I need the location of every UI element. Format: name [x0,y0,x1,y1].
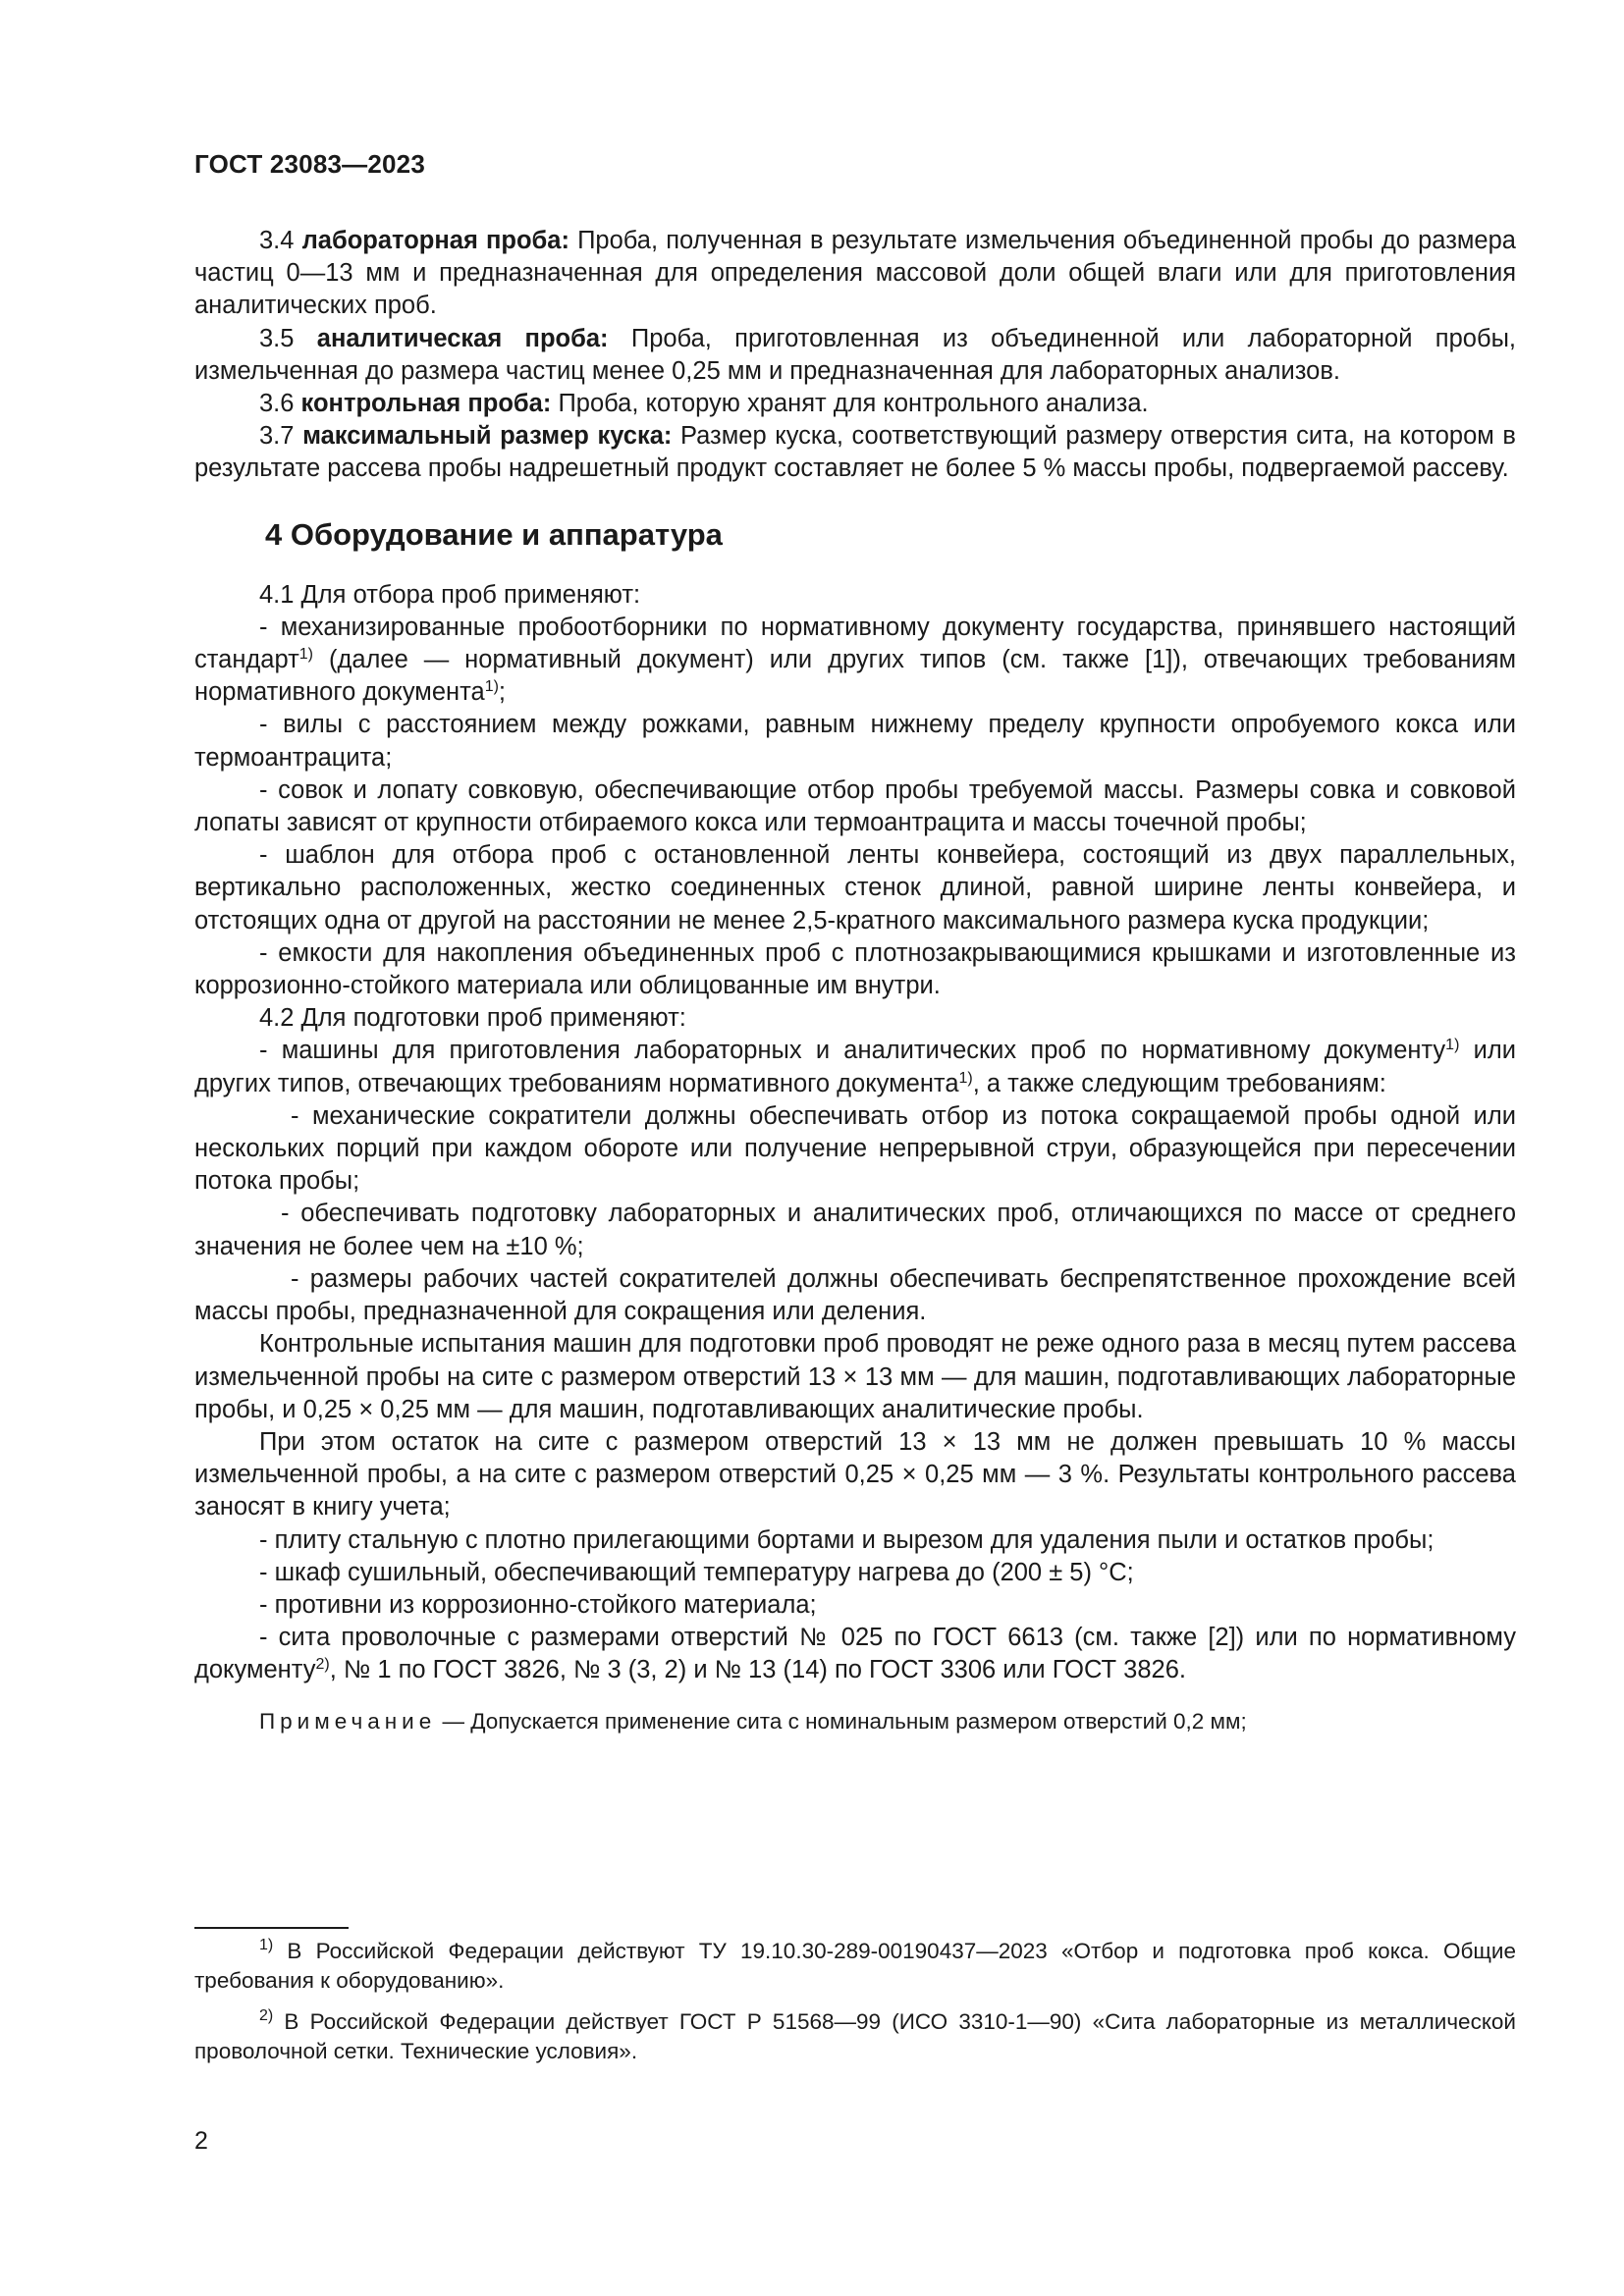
section-heading-4: 4 Оборудование и аппаратура [265,516,723,552]
term: лабораторная проба: [301,227,569,254]
clause-3-5 [194,323,1516,388]
list-item: - шаблон для отбора проб с остановленной ленты конвейера, состоящий из двух параллельных, вертикально расположенных, жестко соединенных стенок длиной, равной ширине ленты конвейера, и отстоящих одна от другой на расстоянии не менее 2,5-кратного максимального размера куска продукции; [194,841,1516,934]
text: ; [498,678,507,707]
list-item: - шкаф сушильный, обеспечивающий температуру нагрева до (200 ± 5) °С; [259,1558,1134,1586]
document-header: ГОСТ 23083—2023 [194,149,425,179]
footnote-ref: 1) [958,1069,973,1087]
definition: Проба, которую хранят для контрольного анализа. [551,390,1149,418]
list-item: - совок и лопату совковую, обеспечивающие отбор пробы требуемой массы. Размеры совка и совковой лопаты зависят от крупности отбираемого кокса или термоантрацита и массы точечной пробы; [194,775,1516,837]
list-item [194,1035,1516,1099]
text: - сита проволочные с размерами отверстий № 025 по ГОСТ 6613 (см. также [2]) или по нормативному документу [194,1624,1516,1684]
note-label: Примечание [259,1708,437,1734]
clause-number: 3.4 [259,227,302,254]
footnote-text: В Российской Федерации действуют ТУ 19.10.30-289-00190437—2023 «Отбор и подготовка проб кокса. Общие требования к оборудованию». [194,1939,1516,1993]
text: - машины для приготовления лабораторных и аналитических проб по нормативному документу [259,1037,1446,1065]
sub-list-item: - механические сократители должны обеспечивать отбор из потока сокращаемой пробы одной или нескольких порций при каждом обороте или получение непрерывной струи, образующейся при пересечении потока пробы; [194,1101,1516,1196]
clause-3-7 [194,420,1516,485]
footnote-2 [194,2007,1516,2066]
term: контрольная проба: [300,390,552,418]
clause-3-4 [194,225,1516,323]
footnote-ref: 1) [1445,1037,1460,1054]
footnote-separator [194,1927,349,1929]
list-item [194,612,1516,710]
text: или других типов, отвечающих требованиям нормативного документа [194,1037,1516,1097]
clause-number: 3.6 [259,390,301,418]
control-paragraph: При этом остаток на сите с размером отверстий 13 × 13 мм не должен превышать 10 % массы измельченной пробы, а на сите с размером отверстий 0,25 × 0,25 мм — 3 %. Результаты контрольного рассева заносят в книгу учета; [194,1427,1516,1522]
text: - механизированные пробоотборники по нормативному документу государства, принявшего настоящий стандарт [194,613,1516,674]
clause-number: 3.5 [259,324,317,352]
definition: Размер куска, соответствующий размеру отверстия сита, на котором в результате рассева пробы надрешетный продукт составляет не более 5 % массы пробы, подвергаемой рассеву. [194,422,1516,483]
footnote-ref: 1) [298,646,314,664]
definition: Проба, полученная в результате измельчения объединенной пробы до размера частиц 0—13 мм и предназначенная для определения массовой доли общей влаги или для приготовления аналитических проб. [194,227,1516,320]
control-paragraph: Контрольные испытания машин для подготовки проб проводят не реже одного раза в месяц путем рассева измельченной пробы на сите с размером отверстий 13 × 13 мм — для машин, подготавливающих лабораторные пробы, и 0,25 × 0,25 мм — для машин, подготавливающих аналитические пробы. [194,1330,1516,1423]
footnote-mark: 1) [259,1937,274,1953]
page-number: 2 [194,2127,208,2155]
document-body [194,225,1516,1737]
footnote-ref: 1) [484,678,499,696]
sub-list-item: - обеспечивать подготовку лабораторных и аналитических проб, отличающихся по массе от среднего значения не более чем на ±10 %; [194,1200,1516,1260]
clause-4-2-intro: 4.2 Для подготовки проб применяют: [259,1004,686,1033]
term: максимальный размер куска: [302,422,673,451]
clause-4-1-intro: 4.1 Для отбора проб применяют: [259,580,641,609]
term: аналитическая проба: [316,324,609,352]
sub-list-item: - размеры рабочих частей сократителей должны обеспечивать беспрепятственное прохождение всей массы пробы, предназначенной для сокращения или деления. [194,1264,1516,1326]
clause-3-6 [194,388,1516,420]
footnote-ref: 2) [315,1656,330,1674]
clause-number: 3.7 [259,422,303,451]
list-item [194,1622,1516,1686]
note-text: — Допускается применение сита с номинальным размером отверстий 0,2 мм; [436,1708,1247,1734]
footnotes [194,1937,1516,2078]
footnote-text: В Российской Федерации действует ГОСТ Р 51568—99 (ИСО 3310-1—90) «Сита лабораторные из металлической проволочной сетки. Технические условия». [194,2009,1516,2063]
list-item: - плиту стальную с плотно прилегающими бортами и вырезом для удаления пыли и остатков пробы; [259,1525,1435,1554]
text: (далее — нормативный документ) или других типов (см. также [1]), отвечающих требованиям нормативного документа [194,646,1516,707]
list-item: - вилы с расстоянием между рожками, равным нижнему пределу крупности опробуемого кокса или термоантрацита; [194,711,1516,772]
list-item: - емкости для накопления объединенных проб с плотнозакрывающимися крышками и изготовленные из коррозионно-стойкого материала или облицованные им внутри. [194,938,1516,1000]
definition: Проба, приготовленная из объединенной или лабораторной пробы, измельченная до размера частиц менее 0,25 мм и предназначенная для лабораторных анализов. [194,324,1516,385]
footnote-1 [194,1937,1516,1996]
list-item: - противни из коррозионно-стойкого материала; [259,1590,817,1619]
note [194,1705,1516,1737]
footnote-mark: 2) [259,2007,274,2024]
text: , № 1 по ГОСТ 3826, № 3 (3, 2) и № 13 (14) по ГОСТ 3306 или ГОСТ 3826. [329,1656,1186,1684]
text: , а также следующим требованиям: [972,1069,1386,1097]
